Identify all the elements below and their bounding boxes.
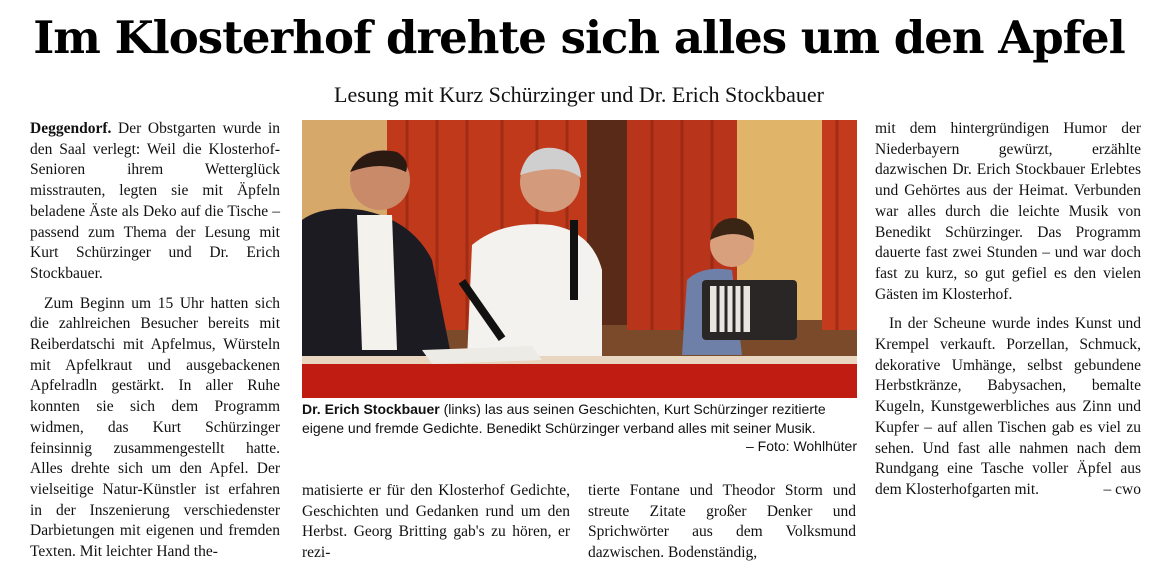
headline: Im Klosterhof drehte sich alles um den Apfel xyxy=(33,11,1125,64)
photo-credit: – Foto: Wohlhüter xyxy=(745,438,857,454)
author-signature: – cwo xyxy=(1103,480,1141,498)
column-4 xyxy=(875,119,1141,510)
column-2 xyxy=(302,481,570,573)
photo-caption xyxy=(302,400,857,456)
column-1 xyxy=(30,119,280,572)
paragraph: matisierte er für den Klosterhof Gedichte, Geschichten und Gedanken rund um den Herbst. Georg Britting gab's zu hören, er rezi- xyxy=(302,482,570,562)
caption-name: Dr. Erich Stockbauer xyxy=(302,401,440,417)
paragraph: tierte Fontane und Theodor Storm und streute Zitate großer Denker und Sprichwörter aus dem Volksmund dazwischen. Bodenständig, xyxy=(588,482,856,562)
paragraph xyxy=(875,314,1141,500)
caption-text: (links) las aus seinen Geschichten, Kurt Schürzinger rezitierte eigene und fremde Gedichte. Benedikt Schürzinger verband alles mit seiner Musik. xyxy=(302,401,826,436)
column-3 xyxy=(588,481,856,573)
paragraph: Zum Beginn um 15 Uhr hatten sich die zahlreichen Besucher bereits mit Reiberdatschi mit Apfelmus, Würsteln mit Apfelkraut und ausgebackenen Apfelradln gestärkt. In aller Ruhe konnten sie sich dem Programm widmen, das Kurt Schürzinger feinsinnig zusammengestellt hatte. Alles drehte sich um den Apfel. Der vielseitige Natur-Künstler ist erfahren in der Inszenierung verschiedenster Darbietungen mit eigenen und fremden Texten. Mit leichter Hand the- xyxy=(30,294,280,561)
paragraph: mit dem hintergründigen Humor der Niederbayern gewürzt, erzählte dazwischen Dr. Erich Stockbauer Erlebtes und Gehörtes aus der Heimat. Verbunden war alles durch die leichte Musik von Benedikt Schürzinger. Das Programm dauerte fast zwei Stunden – und war doch fast zu kurz, so gut gefiel es den vielen Gästen im Klosterhof. xyxy=(875,120,1141,303)
dateline: Deggendorf. xyxy=(30,120,112,137)
paragraph-text: In der Scheune wurde indes Kunst und Krempel verkauft. Porzellan, Schmuck, dekorative Umhänge, selbst gebundene Herbstkränze, Babysachen, bemalte Kugeln, Kunstgewerbliches aus Zinn und Kupfer – auf allen Tischen gab es viel zu sehen. Und fast alle nahmen nach dem Rundgang eine Tasche voller Äpfel aus dem Klosterhofgarten mit. xyxy=(875,315,1141,498)
subheadline: Lesung mit Kurz Schürzinger und Dr. Erich Stockbauer xyxy=(334,82,824,107)
photo-illustration xyxy=(302,120,857,398)
paragraph xyxy=(30,119,280,285)
paragraph-text: Der Obstgarten wurde in den Saal verlegt: Weil die Klosterhof-Senioren ihrem Wetterglück misstrauten, legten sie mit Äpfeln beladene Äste als Deko auf die Tische – passend zum Thema der Lesung mit Kurt Schürzinger und Dr. Erich Stockbauer. xyxy=(30,120,281,282)
article-photo xyxy=(302,120,857,398)
